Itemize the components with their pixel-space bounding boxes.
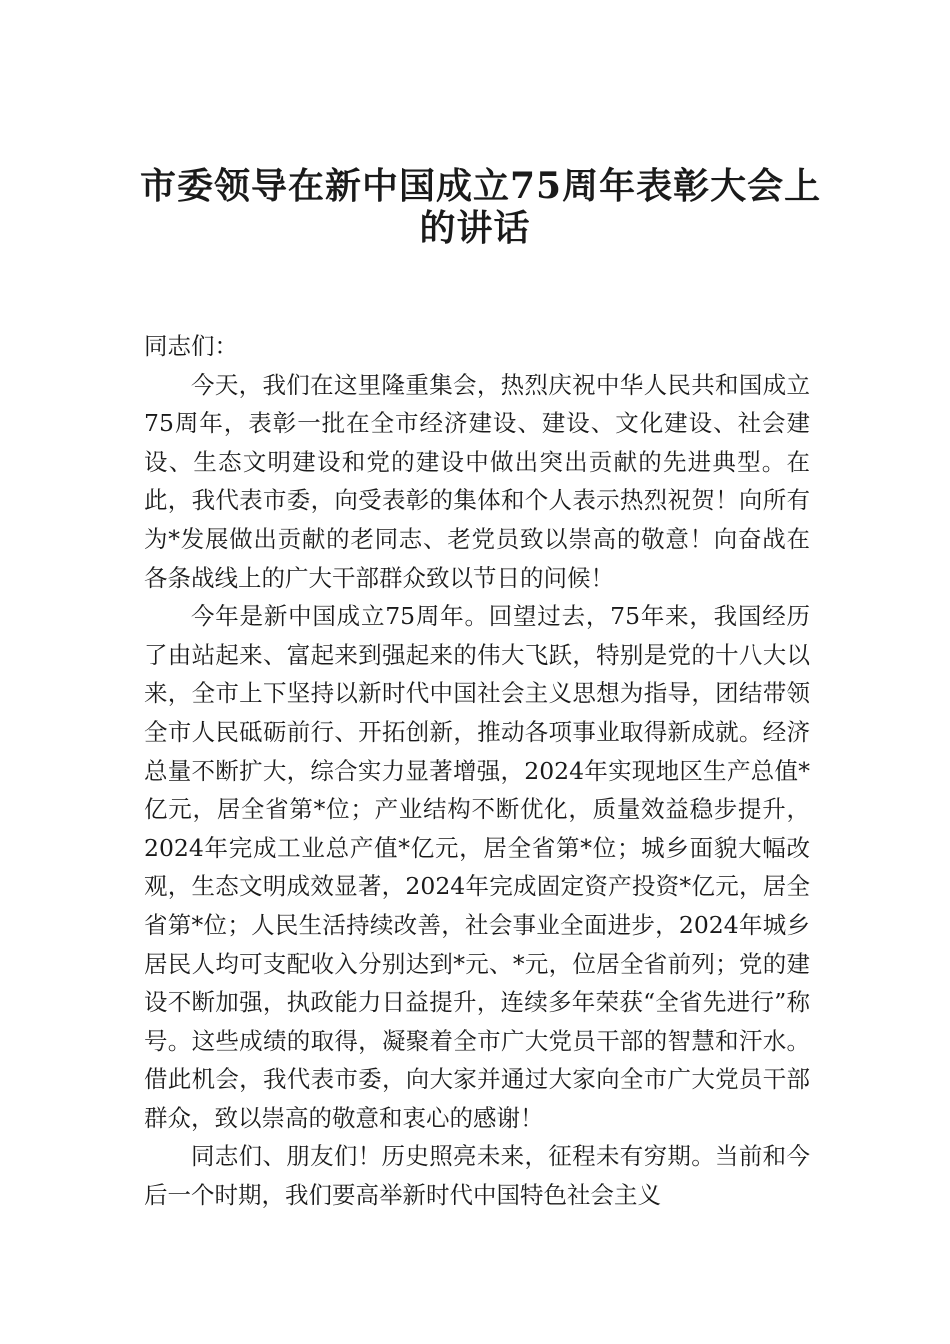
salutation: 同志们：	[144, 332, 238, 360]
paragraph-1: 今天，我们在这里隆重集会，热烈庆祝中华人民共和国成立75周年，表彰一批在全市经济建设、建设、文化建设、社会建设、生态文明建设和党的建设中做出突出贡献的先进典型。在此，我代表市委，向受表彰的集体和个人表示热烈祝贺！向所有为*发展做出贡献的老同志、老党员致以崇高的敬意！向奋战在各条战线上的广大干部群众致以节日的问候！	[144, 370, 810, 592]
document-title-line-2: 的讲话	[419, 207, 531, 249]
speech-body	[144, 327, 810, 1215]
document-title-line-1: 市委领导在新中国成立75周年表彰大会上	[140, 165, 822, 207]
paragraph-2: 今年是新中国成立75周年。回望过去，75年来，我国经历了由站起来、富起来到强起来的伟大飞跃，特别是党的十八大以来，全市上下坚持以新时代中国社会主义思想为指导，团结带领全市人民砥砺前行、开拓创新，推动各项事业取得新成就。经济总量不断扩大，综合实力显著增强，2024年实现地区生产总值*亿元，居全省第*位；产业结构不断优化，质量效益稳步提升，2024年完成工业总产值*亿元，居全省第*位；城乡面貌大幅改观，生态文明成效显著，2024年完成固定资产投资*亿元，居全省第*位；人民生活持续改善，社会事业全面进步，2024年城乡居民人均可支配收入分别达到*元、*元，位居全省前列；党的建设不断加强，执政能力日益提升，连续多年荣获“全省先进行”称号。这些成绩的取得，凝聚着全市广大党员干部的智慧和汗水。借此机会，我代表市委，向大家并通过大家向全市广大党员干部群众，致以崇高的敬意和衷心的感谢！	[144, 602, 810, 1132]
paragraph-3: 同志们、朋友们！历史照亮未来，征程未有穷期。当前和今后一个时期，我们要高举新时代中国特色社会主义	[144, 1142, 810, 1210]
